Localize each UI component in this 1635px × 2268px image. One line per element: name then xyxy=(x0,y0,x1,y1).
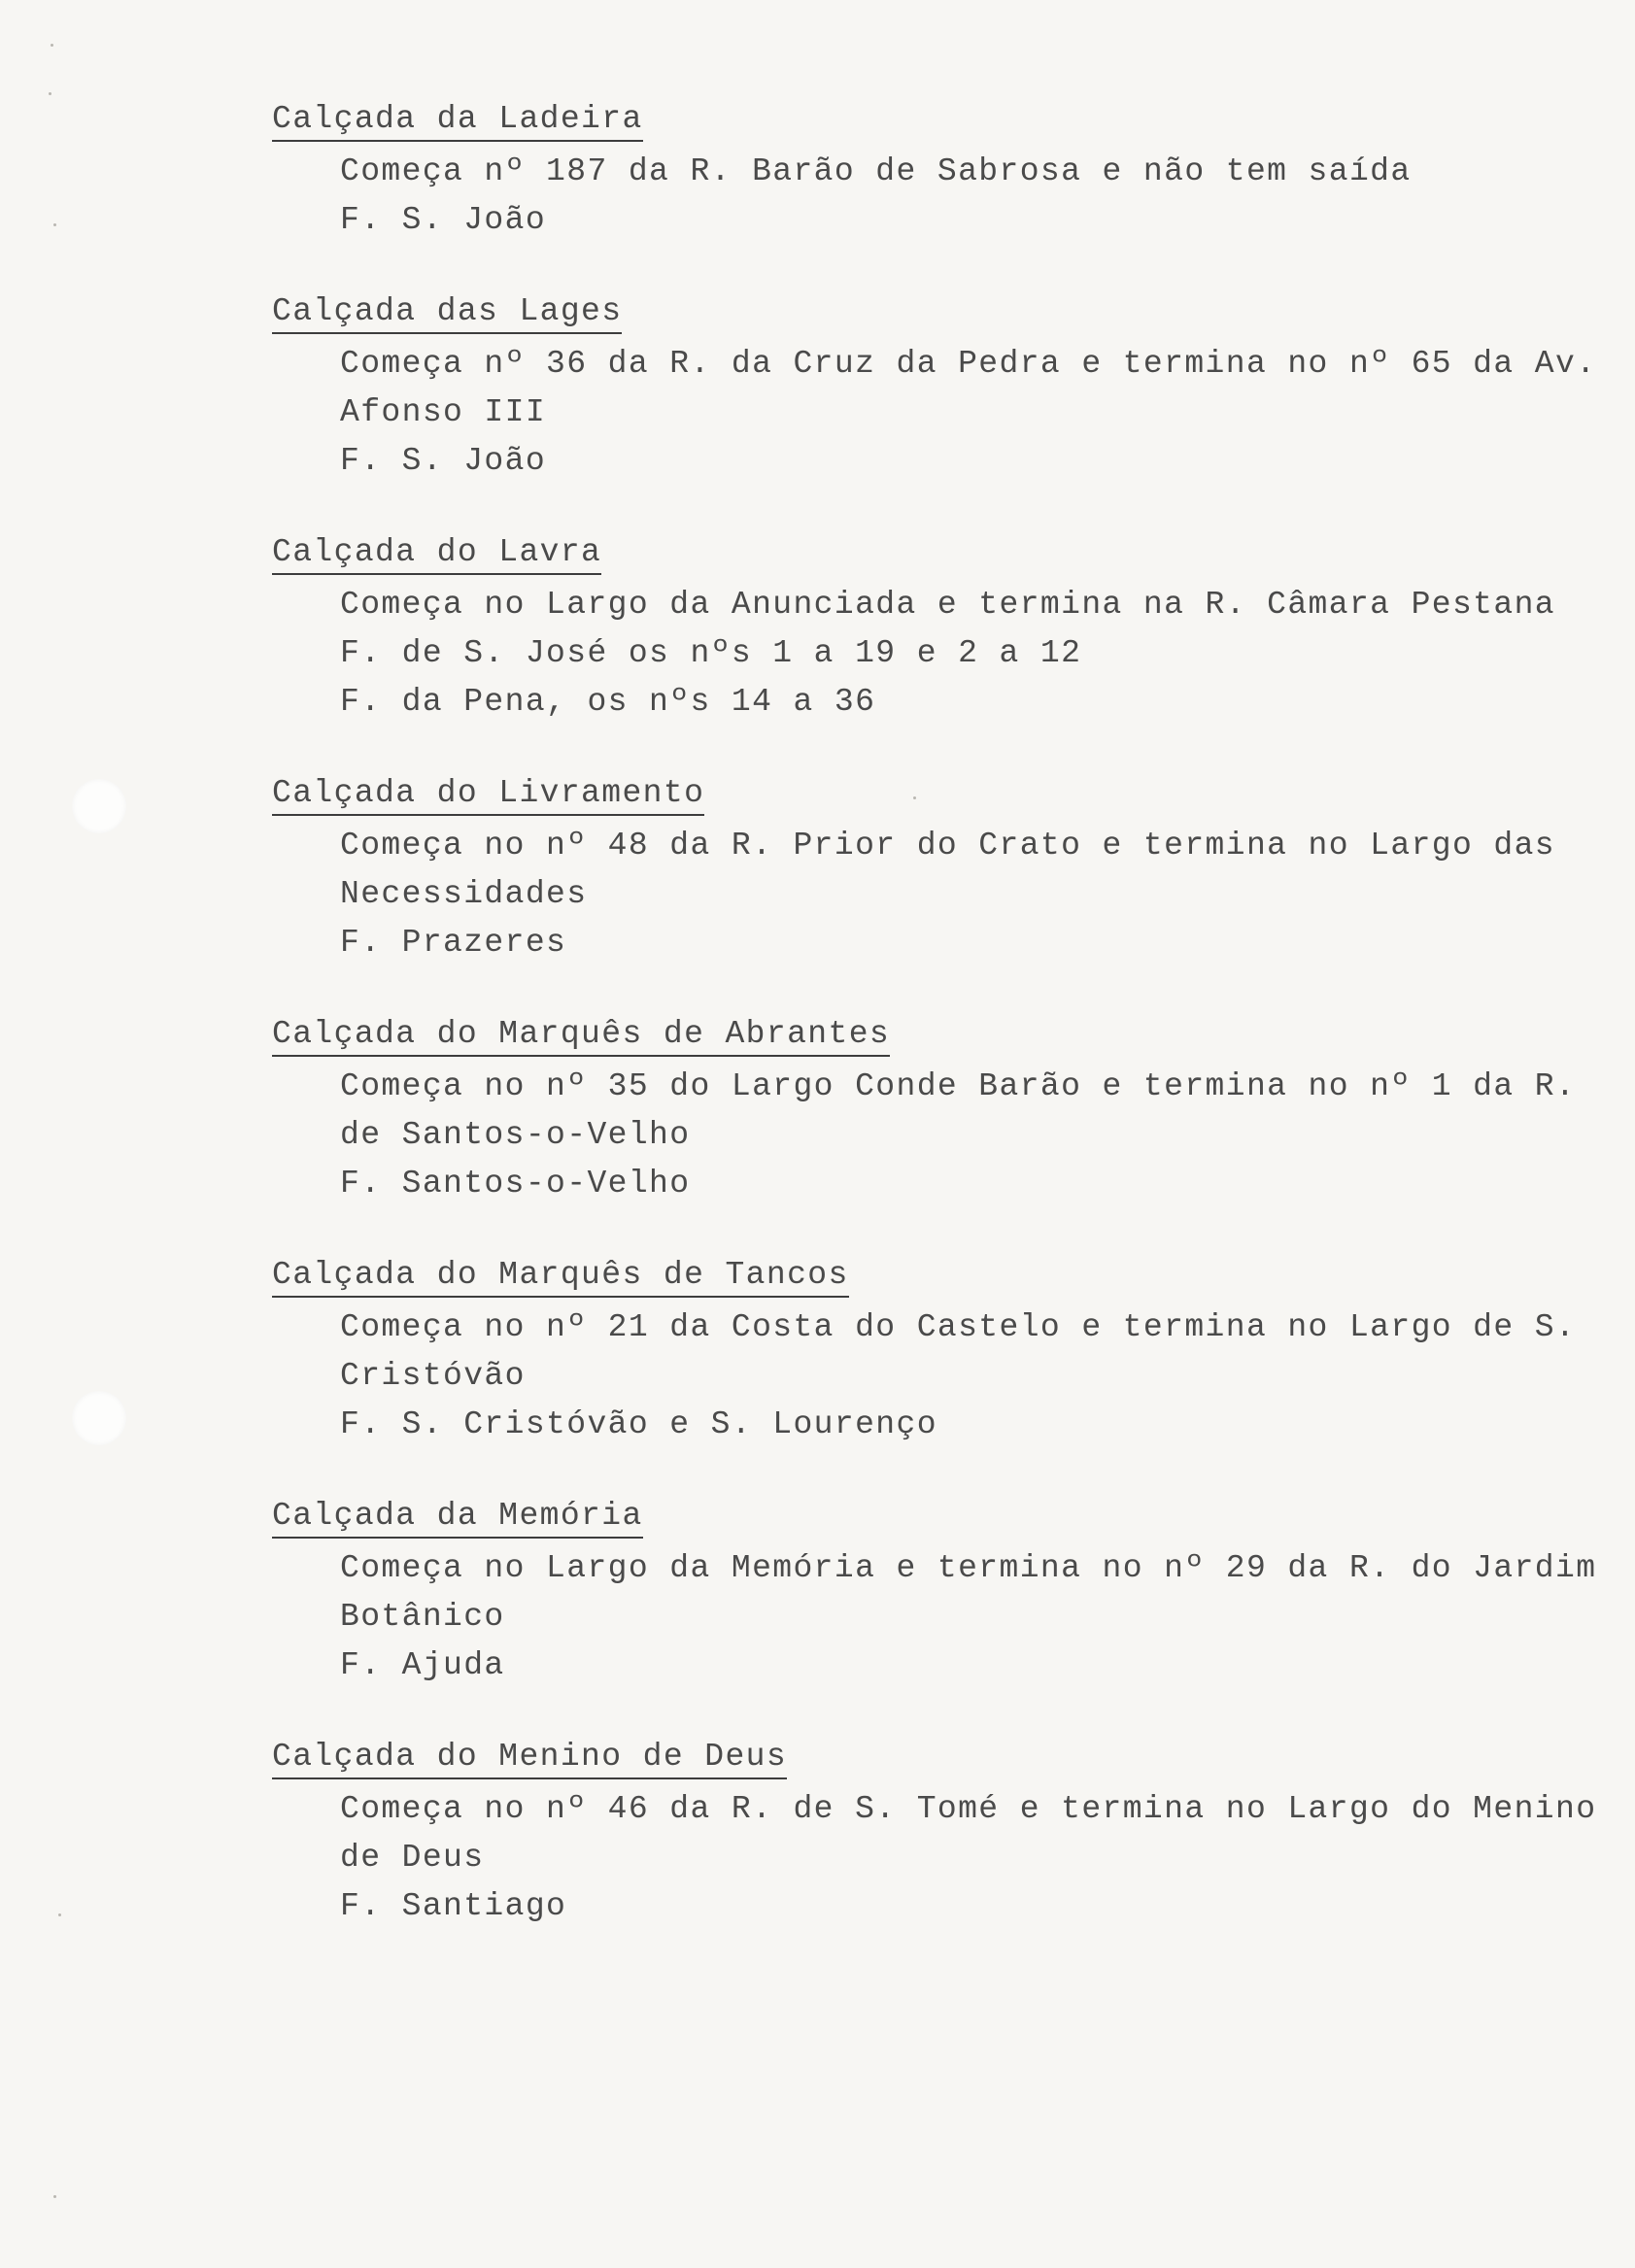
description-line: Cristóvão xyxy=(340,1358,526,1394)
street-entry xyxy=(272,293,1597,486)
description-line: Começa no nº 48 da R. Prior do Crato e termina no Largo das xyxy=(340,828,1555,863)
description-line: Começa nº 187 da R. Barão de Sabrosa e não tem saída xyxy=(340,153,1412,189)
punch-hole xyxy=(72,779,126,833)
description-line: F. S. João xyxy=(340,443,547,479)
description-line: Começa nº 36 da R. da Cruz da Pedra e termina no nº 65 da Av. xyxy=(340,346,1597,382)
description-line: F. S. João xyxy=(340,202,547,238)
description-line: Começa no nº 46 da R. de S. Tomé e termina no Largo do Menino xyxy=(340,1791,1597,1827)
street-description xyxy=(272,1063,1577,1208)
description-line: F. Prazeres xyxy=(340,925,567,961)
street-entry xyxy=(272,1257,1577,1449)
paper-speck xyxy=(51,44,53,47)
street-entry xyxy=(272,1739,1597,1931)
street-name-heading: Calçada das Lages xyxy=(272,293,622,334)
street-name-heading: Calçada do Lavra xyxy=(272,534,601,575)
description-line: F. Ajuda xyxy=(340,1647,505,1683)
street-entry xyxy=(272,534,1574,727)
street-name-heading: Calçada do Livramento xyxy=(272,775,704,816)
description-line: Afonso III xyxy=(340,394,547,430)
paper-speck xyxy=(53,223,56,226)
street-entry xyxy=(272,1498,1597,1690)
description-line: Começa no Largo da Memória e termina no nº 29 da R. do Jardim xyxy=(340,1550,1597,1586)
description-line: Começa no Largo da Anunciada e termina na R. Câmara Pestana xyxy=(340,587,1555,623)
description-line: F. da Pena, os nºs 14 a 36 xyxy=(340,684,876,720)
description-line: de Santos-o-Velho xyxy=(340,1117,691,1153)
description-line: Começa no nº 35 do Largo Conde Barão e termina no nº 1 da R. xyxy=(340,1068,1577,1104)
street-name-heading: Calçada do Marquês de Tancos xyxy=(272,1257,849,1298)
street-entry xyxy=(272,775,1574,967)
street-entry xyxy=(272,101,1574,245)
street-description xyxy=(272,822,1574,967)
street-description xyxy=(272,1303,1577,1449)
paper-speck xyxy=(49,92,51,95)
street-description xyxy=(272,1785,1597,1931)
paper-speck xyxy=(53,2195,56,2198)
description-line: F. Santiago xyxy=(340,1888,567,1924)
street-name-heading: Calçada da Memória xyxy=(272,1498,643,1539)
street-name-heading: Calçada do Marquês de Abrantes xyxy=(272,1016,890,1057)
description-line: F. de S. José os nºs 1 a 19 e 2 a 12 xyxy=(340,635,1082,671)
street-entry xyxy=(272,1016,1577,1208)
street-description xyxy=(272,581,1574,727)
paper-speck xyxy=(58,1913,61,1916)
street-name-heading: Calçada do Menino de Deus xyxy=(272,1739,787,1779)
street-description xyxy=(272,1544,1597,1690)
street-list xyxy=(272,101,1597,1980)
description-line: Botânico xyxy=(340,1599,505,1635)
street-description xyxy=(272,340,1597,486)
description-line: de Deus xyxy=(340,1840,485,1876)
punch-hole xyxy=(72,1391,126,1445)
description-line: F. Santos-o-Velho xyxy=(340,1166,691,1202)
description-line: Começa no nº 21 da Costa do Castelo e termina no Largo de S. xyxy=(340,1309,1577,1345)
street-name-heading: Calçada da Ladeira xyxy=(272,101,643,142)
description-line: F. S. Cristóvão e S. Lourenço xyxy=(340,1406,937,1442)
street-description xyxy=(272,148,1574,245)
description-line: Necessidades xyxy=(340,876,588,912)
